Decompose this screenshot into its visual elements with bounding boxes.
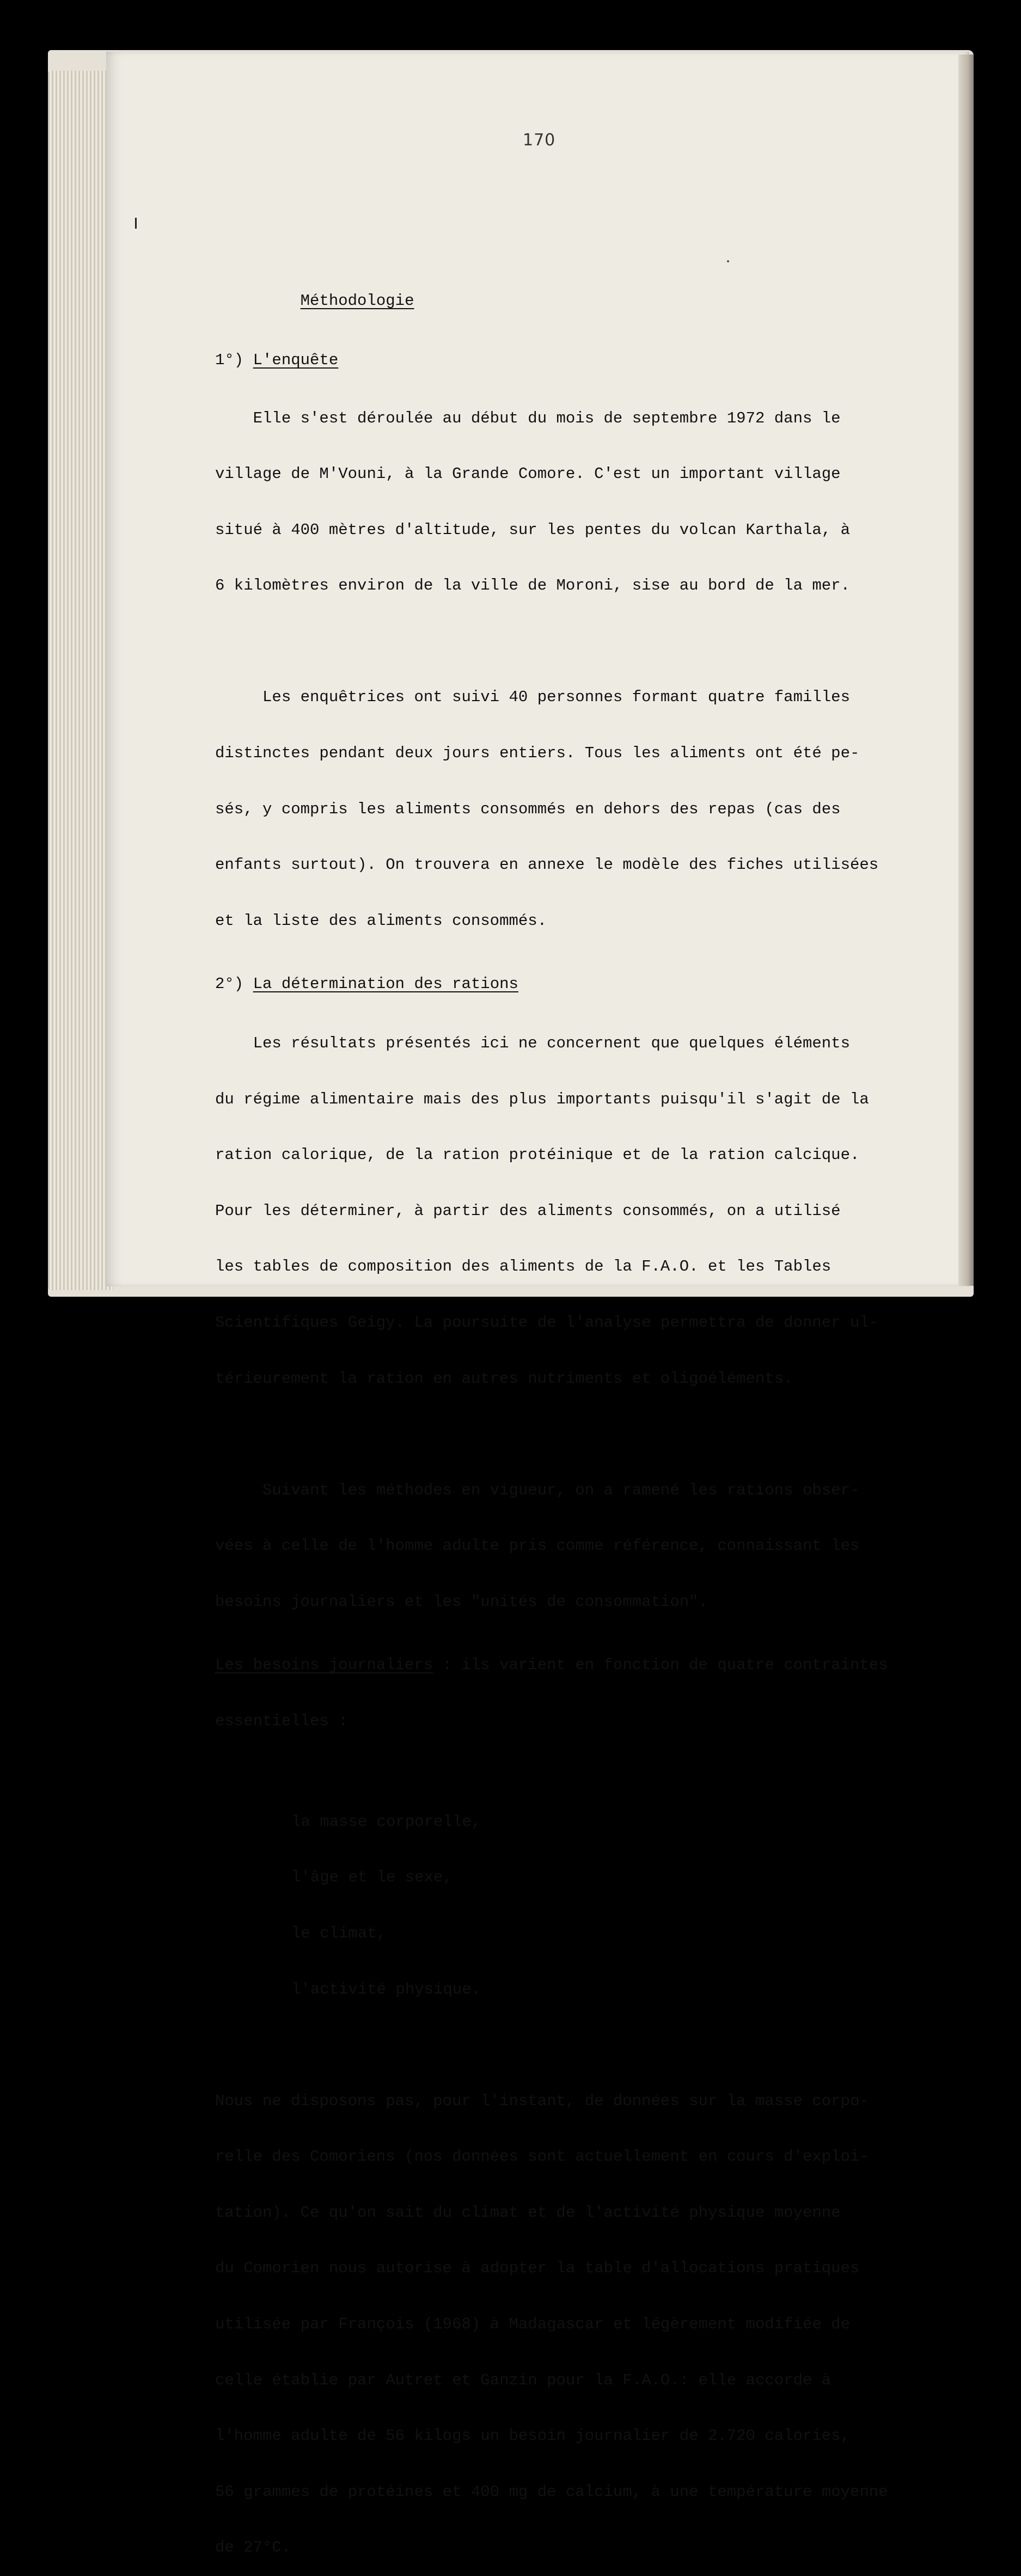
page-stack-edges	[48, 71, 113, 1290]
s2p1-line: du régime alimentaire mais des plus importants puisqu'il s'agit de la	[215, 1090, 869, 1108]
page-body	[215, 255, 923, 2576]
list-item: la masse corporelle,	[291, 1812, 481, 1831]
s2p1-line: ration calorique, de la ration protéinique et de la ration calcique.	[215, 1146, 860, 1164]
besoins-label: Les besoins journaliers	[215, 1656, 433, 1675]
section2-title-line	[215, 975, 923, 993]
s2p1-line: térieurement la ration en autres nutriments et oligoéléments.	[215, 1369, 793, 1388]
s2p1-line: Pour les déterminer, à partir des aliments consommés, on a utilisé	[215, 1201, 841, 1220]
s2p1-line: Les résultats présentés ici ne concernent que quelques éléments	[215, 1034, 850, 1052]
besoins-para-line: relle des Comoriens (nos données sont actuellement en cours d'exploi-	[215, 2148, 869, 2166]
s1p1-line: Elle s'est déroulée au début du mois de septembre 1972 dans le	[215, 409, 841, 427]
s2p2-line: vées à celle de l'homme adulte pris comme référence, connaissant les	[215, 1537, 860, 1555]
section2-title: La détermination des rations	[253, 975, 518, 993]
besoins-para-line: l'homme adulte de 56 kilogs un besoin journalier de 2.720 calories,	[215, 2427, 850, 2445]
besoins-para-line: du Comorien nous autorise à adopter la table d'allocations pratiques	[215, 2259, 860, 2278]
list-item: l'âge et le sexe,	[291, 1868, 453, 1887]
page-number: 170	[523, 131, 556, 150]
heading: Méthodologie	[300, 292, 414, 310]
s1p2-line: et la liste des aliments consommés.	[215, 911, 547, 930]
margin-mark	[135, 218, 137, 229]
besoins-line	[215, 1656, 923, 1675]
besoins-para-line: celle établie par Autret et Ganzin pour la F.A.O.: elle accorde à	[215, 2371, 832, 2389]
besoins-para-line: utilisée par François (1968) à Madagascar et légèrement modifiée de	[215, 2315, 850, 2334]
s1p1-line: village de M'Vouni, à la Grande Comore. C'est un important village	[215, 465, 841, 483]
s1p1-line: situé à 400 mètres d'altitude, sur les pentes du volcan Karthala, à	[215, 520, 850, 539]
section1-title-line	[215, 351, 923, 370]
besoins-para-line: tation). Ce qu'on sait du climat et de l'activité physique moyenne	[215, 2203, 841, 2222]
besoins-line2: essentielles :	[215, 1712, 348, 1730]
list-item: l'activité physique.	[291, 1980, 481, 1998]
s1p2-line: Les enquêtrices ont suivi 40 personnes formant quatre familles	[215, 688, 850, 707]
s2p1-line: Scientifiques Geigy. La poursuite de l'analyse permettra de donner ul-	[215, 1313, 879, 1332]
section2-number: 2°)	[215, 975, 244, 993]
list-item: le climat,	[291, 1924, 387, 1943]
heading-line	[215, 292, 923, 310]
s2p2-line: Suivant les méthodes en vigueur, on a ramené les rations obser-	[215, 1481, 860, 1499]
section1-number: 1°)	[215, 351, 244, 369]
besoins-para-line: 56 grammes de protéines et 400 mg de calcium, à une température moyenne	[215, 2482, 888, 2501]
besoins-para-line: de 27°C.	[215, 2538, 291, 2557]
s1p1-line: 6 kilomètres environ de la ville de Moroni, sise au bord de la mer.	[215, 576, 850, 595]
s2p1-line: les tables de composition des aliments de la F.A.O. et les Tables	[215, 1258, 832, 1276]
s1p2-line: enfants surtout). On trouvera en annexe le modèle des fiches utilisées	[215, 856, 879, 874]
s2p2-line: besoins journaliers et les "unités de consommation".	[215, 1592, 708, 1611]
section1-title: L'enquête	[253, 351, 339, 369]
s1p2-line: distinctes pendant deux jours entiers. Tous les aliments ont été pe-	[215, 744, 860, 762]
s1p2-line: sés, y compris les aliments consommés en dehors des repas (cas des	[215, 800, 841, 818]
page-right-edge	[958, 54, 974, 1286]
besoins-rest: : ils varient en fonction de quatre contraintes	[433, 1656, 888, 1675]
besoins-para-line: Nous ne disposons pas, pour l'instant, de données sur la masse corpo-	[215, 2092, 869, 2110]
